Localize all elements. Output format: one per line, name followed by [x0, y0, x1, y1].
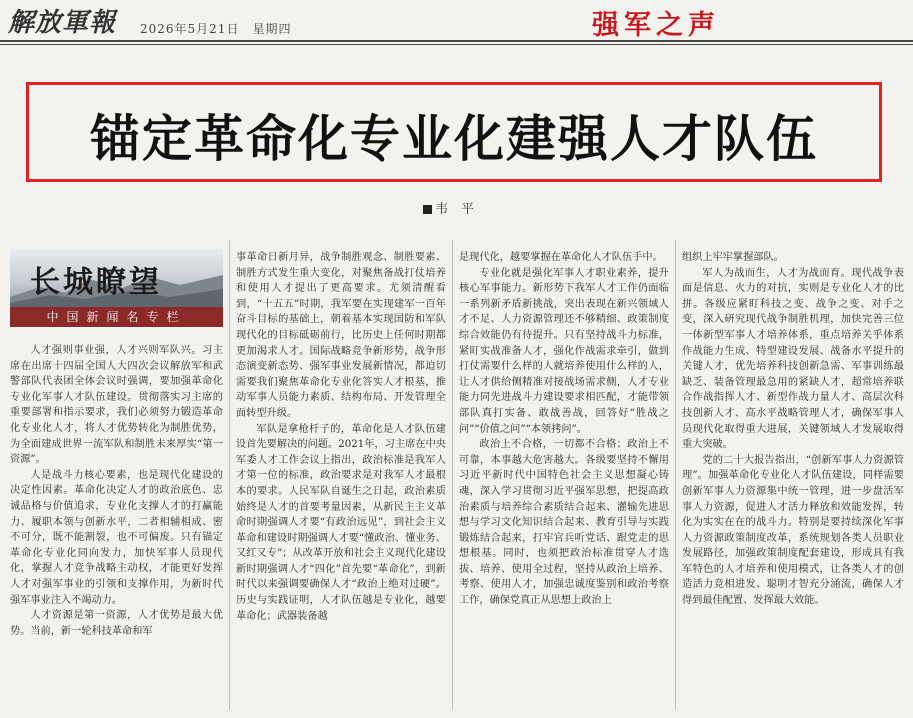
article-column-2 — [236, 250, 446, 711]
paragraph: 组织上牢牢掌握部队。 — [682, 252, 784, 263]
column-divider — [675, 240, 676, 710]
paragraph: 党的二十大报告指出，“创新军事人力资源管理”。加强革命化专业化人才队伍建设，同样需要创新军事人力资源集中统一管理，进一步盘活军事人力资源，促进人才活力释放和效能发挥，转化为实实在在的战斗力。特别是要持续深化军事人力资源政策制度改革，系统规划各类人员职业发展路径，加强政策制度配套建设，形成具有我军特色的人才培养和使用模式，让各类人才的创造活力竞相进发、聪明才智充分涌流，确保人才得到最佳配置、发挥最大效能。 — [682, 454, 904, 607]
column-divider — [229, 240, 230, 710]
badge-title: 长城瞭望 — [30, 265, 162, 300]
paragraph: 人才强则事业强，人才兴则军队兴。习主席在出席十四届全国人大四次会议解放军和武警部队代表团全体会议时强调，要加强革命化专业化军事人才队伍建设。贯彻落实习主席的重要部署和指示要求，我们必须努力锻造革命化专业化人才，将人才优势转化为制胜优势，为全面建成世界一流军队和制胜未来厚实“第一资源”。 — [10, 345, 223, 466]
issue-date: 2026年5月21日 星期四 — [140, 22, 292, 36]
paragraph: 事革命日新月异，战争制胜观念、制胜要素、制胜方式发生重大变化，对聚焦备战打仗培养和使用人才提出了更高要求。尤须清醒看到，“十五五”时期，我军要在实现建军一百年奋斗目标的基础上，朝着基本实现国防和军队现代化的目标砥砺前行，比历史上任何时期都更加渴求人才。国际战略竞争新形势，战争形态演变新态势、强军事业发展新情况，都迫切需要我们聚焦革命化专业化答实人才根基，推动军事人员能力素质、结构布局、开发管理全面转型升级。 — [236, 252, 446, 419]
paragraph: 政治上不合格，一切都不合格；政治上不可靠，本事越大危害越大。各级要坚持不懈用习近平新时代中国特色社会主义思想凝心铸魂，深入学习贯彻习近平强军思想，把提高政治素质与培养综合素质结合起来、灌输先进思想与学习文化知识结合起来、教育引导与实践锻炼结合起来，打牢官兵听党话、跟党走的思想根基。同时，也须把政治标准贯穿人才选拔、培养、使用全过程，坚持从政治上培养、考察、使用人才，加强忠诚度鉴别和政治考察工作，确保党真正从思想上政治上 — [459, 439, 669, 607]
column-badge — [10, 249, 223, 327]
great-wall-image — [10, 249, 223, 307]
paragraph: 人才资源是第一资源，人才优势是最大优势。当前，新一轮科技革命和军 — [10, 610, 223, 637]
article-column-3 — [459, 250, 669, 711]
paragraph: 是现代化，越要掌握在革命化人才队伍手中。 — [459, 252, 663, 263]
paragraph: 人是战斗力核心要素，也是现代化建设的决定性因素。革命化决定人才的政治底色、忠诚品格与价值追求，专业化支撑人才的打赢能力、履职本领与创新水平，二者相辅相成、密不可分，既不能割裂，也不可偏废。只有锚定革命化专业化同向发力，加快军事人员现代化，掌握人才竞争战略主动权，才能更好发挥人才对强军事业的引领和支撑作用，为新时代强军事业注入不竭动力。 — [10, 469, 223, 606]
article-headline: 锚定革命化专业化建强人才队伍 — [90, 110, 818, 168]
badge-subtitle: 中国新闻名专栏 — [10, 307, 223, 327]
headline-frame — [26, 82, 882, 182]
masthead-divider — [0, 40, 913, 42]
column-title: 强军之声 — [592, 10, 720, 41]
masthead — [0, 0, 913, 42]
paragraph: 专业化就是强化军事人才职业素养，提升核心军事能力。新形势下我军人才工作仍面临一系列新矛盾新挑战，突出表现在新兴领域人才不足、人力资源管理还不够精细、政策制度综合效能仍有待提升。只有坚持战斗力标准，紧盯实战准备人才，强化作战需求牵引，做到打仗需要什么样的人就培养使用什么样的人，让人才供给侧精准对接战场需求侧，人才专业能力同先进战斗力建设要求相匹配，才能带领部队真打实备、敢战善战，回答好“胜战之问”“价值之问”“本领拷问”。 — [459, 267, 669, 435]
author-name: 韦 平 — [435, 202, 475, 217]
byline — [423, 198, 474, 217]
article-column-1 — [10, 343, 223, 711]
paragraph: 军人为战而生，人才为战而育。现代战争表面是信息、火力的对抗，实则是专业化人才的比拼。各级应紧盯科技之变、战争之变、对手之变，深入研究现代战争制胜机理，加快完善三位一体新型军事人才培养体系，重点培养关乎体系作战能力生成、特型建设发展、战备水平提升的关键人才，优先培养科技创新急需、军事训练最缺乏、装备管理最急用的紧缺人才，超常培养联合作战指挥人才、新型作战力量人才、高层次科技创新人才、高水平战略管理人才，确保军事人员现代化取得重大进展，关键领域人才发展取得重大突破。 — [682, 267, 904, 451]
column-divider — [452, 240, 453, 710]
byline-square-icon — [423, 205, 432, 214]
paragraph: 军队是拿枪杆子的，革命化是人才队伍建设首先要解决的问题。2021年，习主席在中央军委人才工作会议上指出，政治标准是我军人才第一位的标准，政治要求是对我军人才最根本的要求。人民军队自诞生之日起，政治素质始终是人才的首要考量因素，从新民主主义革命时期强调人才要“有政治远见”，到社会主义革命和建设时期强调人才要“懂政治、懂业务、又红又专”；从改革开放和社会主义现代化建设新时期强调人才“四化”首先要“革命化”，到新时代以来强调要确保人才“政治上绝对过硬”。历史与实践证明，人才队伍越是专业化，越要革命化；武器装备越 — [236, 423, 446, 622]
paper-name-logo: 解放軍報 — [8, 8, 117, 38]
article-column-4 — [682, 250, 904, 711]
masthead-divider-thin — [0, 44, 913, 45]
